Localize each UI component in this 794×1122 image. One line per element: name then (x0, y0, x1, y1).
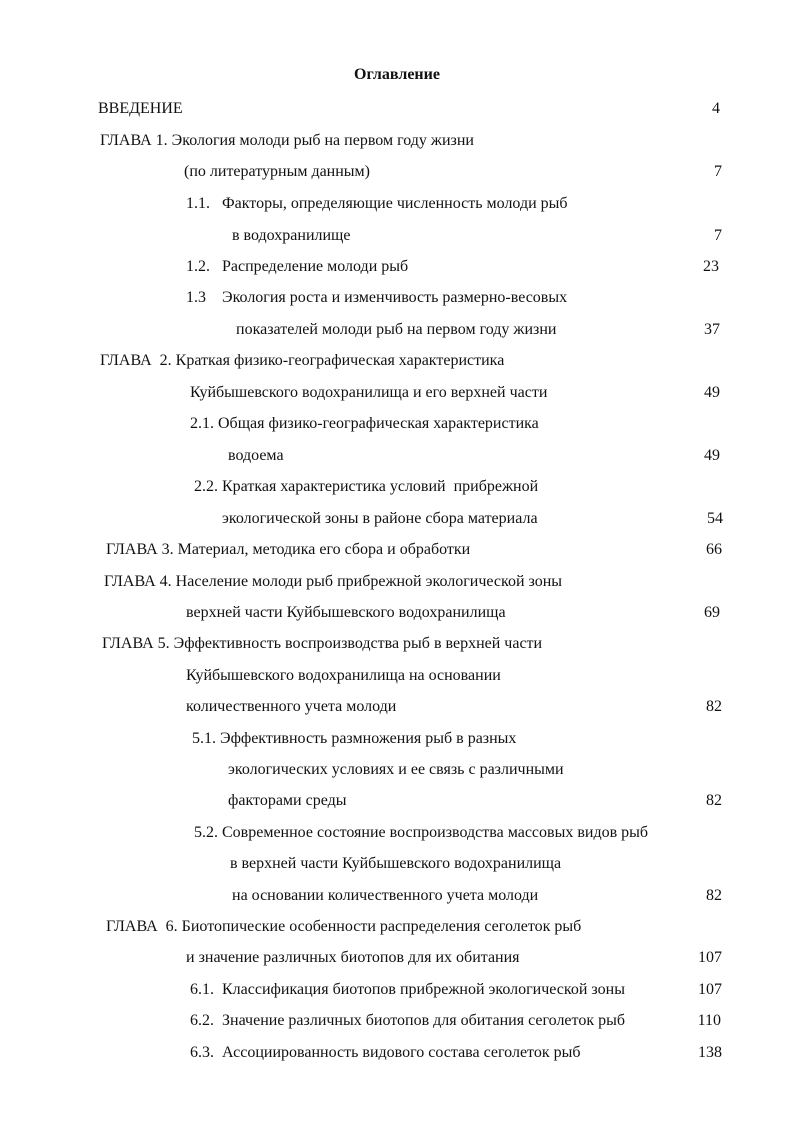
toc-page-chapter-1: 7 (714, 163, 722, 180)
toc-page-section-5-1: 82 (706, 792, 722, 809)
toc-line-section-1-3-cont: показателей молоди рыб на первом году жизни (236, 321, 557, 338)
toc-line-chapter-1: ГЛАВА 1. Экология молоди рыб на первом году жизни (100, 132, 474, 149)
toc-line-section-2-2-cont: экологической зоны в районе сбора материала (222, 510, 538, 527)
toc-page-section-5-2: 82 (706, 887, 722, 904)
toc-line-chapter-2: ГЛАВА 2. Краткая физико-географическая характеристика (100, 352, 505, 369)
toc-page-section-6-1: 107 (698, 981, 722, 998)
toc-page-chapter-3: 66 (706, 541, 722, 558)
toc-page-section-6-3: 138 (698, 1044, 722, 1061)
toc-line-chapter-5-cont-1: Куйбышевского водохранилища на основании (186, 667, 501, 684)
toc-line-section-1-1: 1.1. Факторы, определяющие численность молоди рыб (186, 195, 568, 212)
toc-line-section-6-1: 6.1. Классификация биотопов прибрежной экологической зоны (190, 981, 625, 998)
toc-line-section-2-1: 2.1. Общая физико-географическая характеристика (190, 415, 539, 432)
toc-page-section-1-2: 23 (703, 258, 719, 275)
toc-line-chapter-5-cont-2: количественного учета молоди (186, 698, 397, 715)
toc-line-section-5-2: 5.2. Современное состояние воспроизводства массовых видов рыб (194, 824, 649, 841)
toc-page-chapter-4: 69 (704, 604, 720, 621)
toc-line-section-1-3: 1.3 Экология роста и изменчивость размерно-весовых (186, 289, 568, 306)
toc-page-section-6-2: 110 (697, 1012, 721, 1029)
toc-page-chapter-2: 49 (704, 384, 720, 401)
toc-page-section-1-3: 37 (704, 321, 720, 338)
toc-title: Оглавление (354, 66, 440, 83)
toc-line-section-1-1-cont: в водохранилище (232, 227, 351, 244)
toc-page-chapter-6: 107 (698, 949, 722, 966)
toc-line-chapter-4-cont: верхней части Куйбышевского водохранилища (186, 604, 506, 621)
toc-line-section-1-2: 1.2. Распределение молоди рыб (186, 258, 409, 275)
toc-line-section-5-1-cont-2: факторами среды (228, 792, 347, 809)
toc-page-chapter-5: 82 (706, 698, 722, 715)
toc-line-section-2-1-cont: водоема (228, 447, 284, 464)
toc-page-introduction: 4 (712, 100, 720, 117)
toc-page-section-2-2: 54 (707, 510, 723, 527)
toc-line-chapter-6: ГЛАВА 6. Биотопические особенности распределения сеголеток рыб (106, 918, 582, 935)
toc-line-section-5-2-cont-1: в верхней части Куйбышевского водохранилища (230, 855, 562, 872)
toc-line-introduction: ВВЕДЕНИЕ (98, 100, 183, 117)
toc-line-section-2-2: 2.2. Краткая характеристика условий прибрежной (194, 478, 539, 495)
toc-line-chapter-5: ГЛАВА 5. Эффективность воспроизводства рыб в верхней части (102, 635, 543, 652)
toc-line-section-5-1: 5.1. Эффективность размножения рыб в разных (192, 730, 517, 747)
toc-page-section-2-1: 49 (704, 447, 720, 464)
toc-line-section-5-1-cont-1: экологических условиях и ее связь с различными (228, 761, 564, 778)
toc-line-chapter-3: ГЛАВА 3. Материал, методика его сбора и обработки (106, 541, 471, 558)
toc-line-chapter-6-cont: и значение различных биотопов для их обитания (186, 949, 520, 966)
toc-line-section-5-2-cont-2: на основании количественного учета молоди (232, 887, 539, 904)
toc-line-chapter-2-cont: Куйбышевского водохранилища и его верхней части (190, 384, 548, 401)
toc-line-chapter-4: ГЛАВА 4. Население молоди рыб прибрежной экологической зоны (104, 573, 563, 590)
toc-line-section-6-3: 6.3. Ассоциированность видового состава сеголеток рыб (190, 1044, 581, 1061)
toc-line-section-6-2: 6.2. Значение различных биотопов для обитания сеголеток рыб (190, 1012, 625, 1029)
toc-line-chapter-1-cont: (по литературным данным) (184, 163, 371, 180)
toc-page-section-1-1: 7 (714, 227, 722, 244)
